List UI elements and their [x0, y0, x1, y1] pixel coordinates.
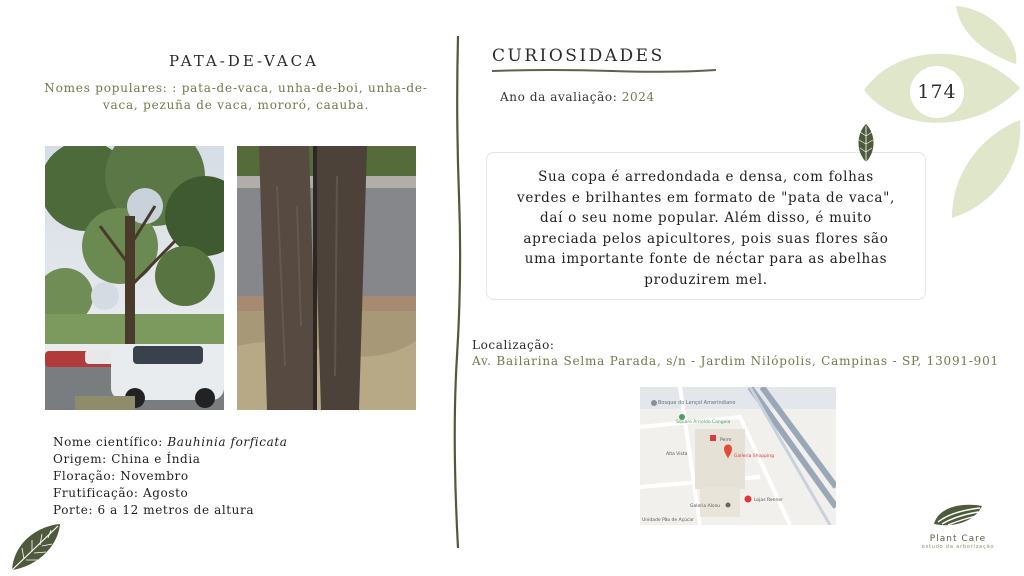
- trunk-photo: [237, 146, 416, 410]
- fact-scientific-label: Nome científico:: [53, 435, 163, 449]
- location-map[interactable]: [640, 387, 836, 525]
- map-label-bottom: Unidade Pão de Açúcar: [642, 518, 694, 523]
- tree-facts: [53, 434, 288, 519]
- curiosity-text: Sua copa é arredondada e densa, com folhas verdes e brilhantes em formato de "pata de vaca", daí o seu nome popular. Além disso, é muito apreciada pelos apicultores, pois suas flores são uma importante fonte de néctar para as abelhas produzirem mel.: [517, 169, 895, 288]
- small-leaf-icon: [852, 122, 880, 164]
- fact-fruiting: Frutificação: Agosto: [53, 486, 189, 500]
- tree-photo: [45, 146, 224, 410]
- column-divider: [452, 36, 464, 548]
- year-label: Ano da avaliação:: [500, 90, 618, 104]
- title-underline: [492, 68, 716, 74]
- fact-scientific-value: Bauhinia forficata: [167, 435, 288, 449]
- location-label: Localização:: [472, 338, 555, 352]
- year-value: 2024: [621, 90, 655, 104]
- fact-scientific-name: [53, 434, 288, 451]
- map-label-bottom-left: Galeria Alceu: [690, 504, 720, 509]
- fact-size: Porte: 6 a 12 metros de altura: [53, 503, 255, 517]
- map-label-lojas: Lojas Renner: [754, 498, 783, 503]
- page-number: 174: [910, 66, 964, 118]
- curiosidades-title: CURIOSIDADES: [492, 46, 665, 66]
- leaf-icon: [8, 522, 62, 572]
- map-label-square: Square Arnoldo Cangeia: [676, 420, 731, 425]
- map-label-alta: Alta Vista: [666, 452, 688, 457]
- map-label-galleria: Galleria Shopping: [734, 454, 774, 459]
- location-address: Av. Bailarina Selma Parada, s/n - Jardim Nilópolis, Campinas - SP, 13091-901: [472, 354, 999, 368]
- fact-origin: Origem: China e Índia: [53, 452, 201, 466]
- brand-tagline: estudo da arborização: [921, 544, 995, 550]
- brand-logo: [918, 500, 998, 556]
- popular-names: Nomes populares: : pata-de-vaca, unha-de-boi, unha-de-vaca, pezuña de vaca, mororó, caauba.: [44, 81, 428, 112]
- fact-flowering: Floração: Novembro: [53, 469, 189, 483]
- map-label-top: Bosque do Lençol Amerindiano: [658, 400, 736, 406]
- page-title: PATA-DE-VACA: [168, 52, 319, 70]
- brand-name: Plant Care: [929, 534, 987, 544]
- evaluation-year: [500, 90, 655, 104]
- logo-leaf-icon: [930, 500, 986, 530]
- map-label-perm: Perm: [720, 438, 732, 443]
